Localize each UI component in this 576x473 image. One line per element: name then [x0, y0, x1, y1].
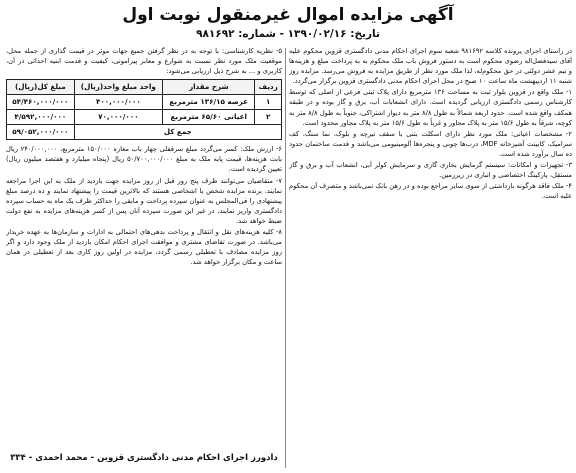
- table-total-row: [7, 125, 282, 140]
- notice-title: آگهی مزایده اموال غیرمنقول نوبت اول: [122, 5, 454, 25]
- table-header-row: [7, 80, 282, 95]
- table-total-value: ۵۹/۰۵۲,۰۰۰/۰۰۰: [7, 125, 75, 140]
- paragraph-expert-opinion: ۵- نظریه کارشناسی: با توجه به در نظر گرفتن جمیع جهات موثر در قیمت گذاری از جمله محل، موقعیت ملک مورد نظر نسبت به شوارع و معابر پیرامونی، کیفیت و قدمت ابنیه احداثی در آن، کاربری و ... به شرح ذیل ارزیابی می‌شود:: [6, 47, 282, 76]
- paragraph-property-location: ۱- ملک واقع در قزوین بلوار ثبت به مساحت ۱۳۶ مترمربع دارای پلاک ثبتی فرعی از اصلی که توسط کارشناس رسمی دادگستری ارزیابی گردیده است. دارای انشعابات آب، برق و گاز بوده و در طبقه همکف واقع شده است. حدود اربعه شمالاً به طول ۸/۸ متر به دیوار اشتراکی، جنوباً به طول ۸/۸ متر به کوچه، شرقاً به طول ۱۵/۶ متر به پلاک مجاور و غرباً به طول ۱۵/۶ متر به پلاک مجاور محدود است.: [289, 88, 572, 127]
- notice-signature: دادورز اجرای احکام مدنی دادگستری قزوین - محمد احمدی - ۳۳۴: [10, 453, 278, 463]
- table-cell: ۷۰,۰۰۰/۰۰۰: [74, 110, 162, 125]
- table-cell: ۵۴/۴۶۰,۰۰۰/۰۰۰: [7, 95, 75, 110]
- paragraph-bidding-terms: ۷- متقاضیان می‌توانند ظرف پنج روز قبل از روز مزایده جهت بازدید از ملک به این اجرا مراجعه نمایند. برنده مزایده شخص یا اشخاصی هستند که بالاترین قیمت را پیشنهاد نمایند و ده درصد مبلغ پیشنهادی را فی‌المجلس به عنوان سپرده پرداخت و مابقی را حداکثر ظرف یک ماه به حساب سپرده دادگستری واریز نمایند، در غیر این صورت سپرده آنان پس از کسر هزینه‌های مزایده به نفع دولت ضبط خواهد شد.: [6, 176, 282, 225]
- table-cell: ۴/۵۹۲,۰۰۰/۰۰۰: [7, 110, 75, 125]
- table-header-cell: شرح مقدار: [163, 80, 255, 95]
- table-cell: ۱: [255, 95, 282, 110]
- paragraph-property-value: ۶- ارزش ملک: کسر می‌گردد مبلغ سرقفلی چهار باب مغازه ۱۵۰/۰۰۰ مترمربع، ۲۴۰/۰۰۰,۰۰۰ ریال بابت هزینه‌ها، قیمت پایه ملک به مبلغ ۵۰/۷۰۰,۰۰۰/۰۰۰ ریال (پنجاه میلیارد و هفتصد میلیون ریال) تعیین گردیده است.: [6, 145, 282, 174]
- valuation-table: [6, 79, 282, 140]
- left-column: [6, 46, 282, 446]
- table-row: [7, 95, 282, 110]
- right-column: [289, 46, 572, 471]
- table-cell: ۲: [255, 110, 282, 125]
- notice-date-number: تاریخ: ۱۳۹۰/۰۲/۱۶ - شماره: ۹۸۱۶۹۲: [196, 28, 380, 40]
- table-cell: عرصه ۱۳۶/۱۵ مترمربع: [163, 95, 255, 110]
- table-row: [7, 110, 282, 125]
- paragraph-facilities: ۳- تجهیزات و امکانات: سیستم گرمایش بخاری گازی و سرمایش کولر آبی، انشعاب آب و برق و گاز مستقل، پارکینگ اختصاصی و انباری در زیرزمین.: [289, 161, 572, 180]
- table-header-cell: ردیف: [255, 80, 282, 95]
- column-divider: [285, 48, 286, 468]
- paragraph-intro: در راستای اجرای پرونده کلاسه ۹۸۱۶۹۲ شعبه سوم اجرای احکام مدنی دادگستری قزوین محکوم علیه آقای سیدفضل‌اله رضوی محکوم است به دستور فروش باب ملک محکوم به به پرداخت مبلغ و هزینه‌ها و نیم عشر دولتی در حق محکوم‌له، لذا ملک مورد نظر از طریق مزایده به فروش می‌رسد. مزایده روز شنبه ۱۱ اردیبهشت ماه ساعت ۱۰ صبح در محل اجرای احکام مدنی دادگستری قزوین برگزار می‌گردد.: [289, 47, 572, 86]
- paragraph-legal-status: ۴- ملک فاقد هرگونه بازداشتی از سوی سایر مراجع بوده و در رهن بانک نمی‌باشد و متصرف آن محکوم علیه است.: [289, 182, 572, 201]
- table-header-cell: واحد مبلغ واحد(ریال): [74, 80, 162, 95]
- table-header-cell: مبلغ کل(ریال): [7, 80, 75, 95]
- paragraph-building-specs: ۲- مشخصات اعیانی: ملک مورد نظر دارای اسکلت بتنی با سقف تیرچه و بلوک، نما سنگ، کف سرامیک، کابینت آشپزخانه MDF، درب‌ها چوبی و پنجره‌ها آلومینیومی می‌باشد و قدمت ساختمان حدود ده سال برآورد شده است.: [289, 129, 572, 158]
- table-cell: اعیانی ۶۵/۶۰ مترمربع: [163, 110, 255, 125]
- table-cell: ۴۰۰,۰۰۰/۰۰۰: [74, 95, 162, 110]
- paragraph-transfer-costs: ۸- کلیه هزینه‌های نقل و انتقال و پرداخت بدهی‌های احتمالی به ادارات و سازمان‌ها به عهده خریدار می‌باشد. در صورت تقاضای مشتری و موافقت اجرای احکام امکان بازدید از ملک وجود دارد و اگر روز مزایده مصادف با تعطیلی رسمی گردد، مزایده در اولین روز کاری بعد از تعطیلی در همان ساعت و مکان برگزار خواهد شد.: [6, 228, 282, 267]
- notice-header: [0, 0, 576, 46]
- table-total-label: جمع کل: [74, 125, 281, 140]
